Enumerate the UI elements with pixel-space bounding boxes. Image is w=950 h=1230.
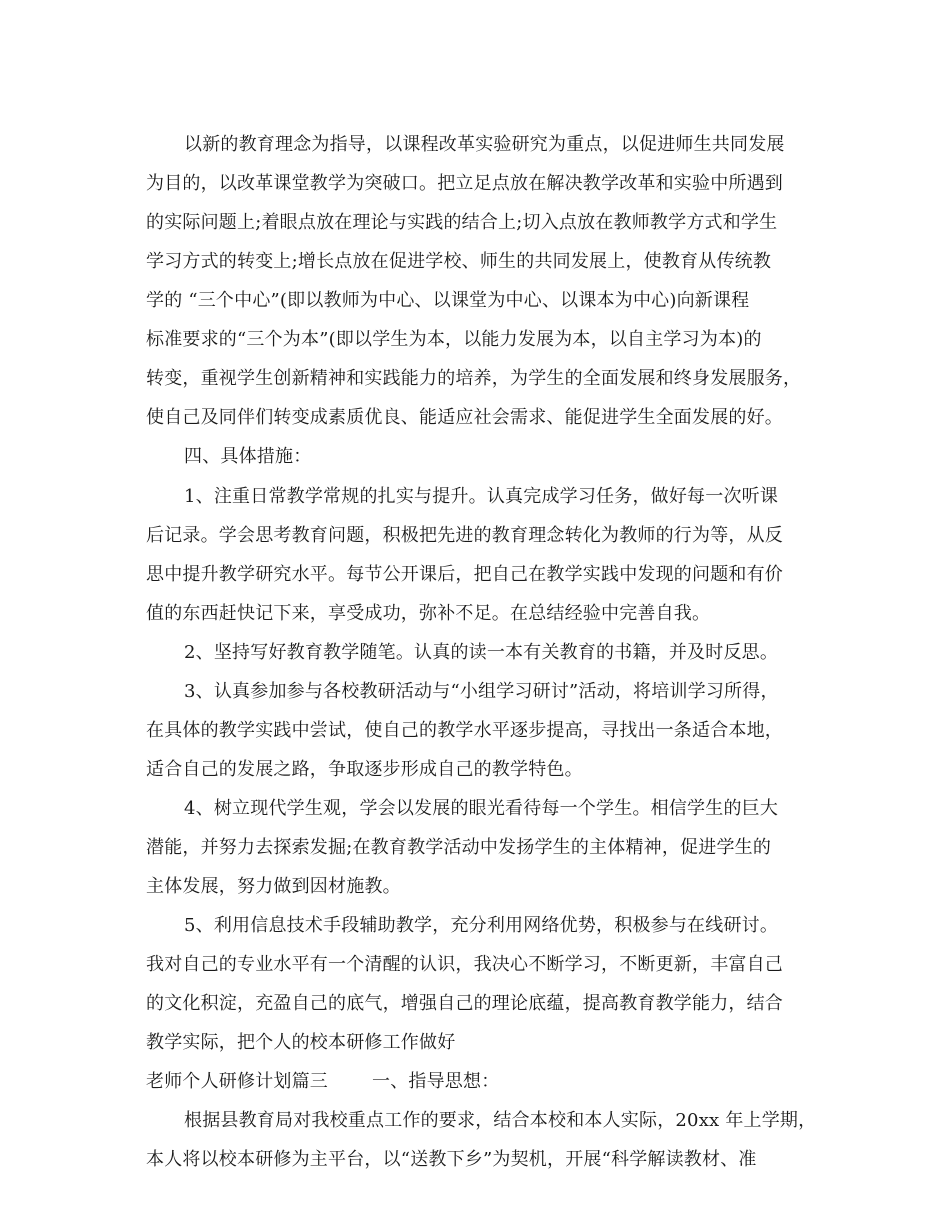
section-subtitle: 一、指导思想： xyxy=(372,1071,500,1092)
paragraph-line: 的实际问题上;着眼点放在理论与实践的结合上;切入点放在教师教学方式和学生 xyxy=(146,212,778,233)
paragraph-line: 学习方式的转变上;增长点放在促进学校、师生的共同发展上，使教育从传统教 xyxy=(146,251,772,272)
paragraph-line: 本人将以校本研修为主平台，以“送教下乡”为契机，开展“科学解读教材、准 xyxy=(146,1149,757,1170)
paragraph-line: 4、树立现代学生观，学会以发展的眼光看待每一个学生。相信学生的巨大 xyxy=(184,798,779,819)
paragraph-line: 学的 “三个中心”(即以教师为中心、以课堂为中心、以课本为中心)向新课程 xyxy=(146,290,750,311)
paragraph-line: 值的东西赶快记下来，享受成功，弥补不足。在总结经验中完善自我。 xyxy=(146,603,711,624)
paragraph-line: 的文化积淀，充盈自己的底气，增强自己的理论底蕴，提高教育教学能力，结合 xyxy=(146,993,783,1014)
paragraph-line: 后记录。学会思考教育问题，积极把先进的教育理念转化为教师的行为等，从反 xyxy=(146,525,783,546)
paragraph-line: 使自己及同伴们转变成素质优良、能适应社会需求、能促进学生全面发展的好。 xyxy=(146,407,783,428)
paragraph-line: 思中提升教学研究水平。每节公开课后，把自己在教学实践中发现的问题和有价 xyxy=(146,564,783,585)
paragraph-line: 我对自己的专业水平有一个清醒的认识，我决心不断学习，不断更新，丰富自己 xyxy=(146,954,783,975)
section-title: 老师个人研修计划篇三 xyxy=(146,1071,328,1092)
paragraph-line: 5、利用信息技术手段辅助教学，充分利用网络优势，积极参与在线研讨。 xyxy=(184,915,779,936)
paragraph-line: 适合自己的发展之路，争取逐步形成自己的教学特色。 xyxy=(146,759,583,780)
paragraph-line: 3、认真参加参与各校教研活动与“小组学习研讨”活动，将培训学习所得， xyxy=(184,681,779,702)
paragraph-line: 在具体的教学实践中尝试，使自己的教学水平逐步提高，寻找出一条适合本地， xyxy=(146,720,783,741)
paragraph-line: 以新的教育理念为指导，以课程改革实验研究为重点，以促进师生共同发展 xyxy=(184,134,785,155)
paragraph-line: 为目的，以改革课堂教学为突破口。把立足点放在解决教学改革和实验中所遇到 xyxy=(146,173,783,194)
paragraph-line: 2、坚持写好教育教学随笔。认真的读一本有关教育的书籍，并及时反思。 xyxy=(184,642,779,663)
paragraph-line: 教学实际，把个人的校本研修工作做好 xyxy=(146,1032,456,1053)
measures-heading: 四、具体措施： xyxy=(184,446,312,467)
paragraph-line: 根据县教育局对我校重点工作的要求，结合本校和本人实际，20xx 年上学期， xyxy=(184,1110,817,1131)
paragraph-line: 潜能，并努力去探索发掘;在教育教学活动中发扬学生的主体精神，促进学生的 xyxy=(146,837,772,858)
paragraph-line: 主体发展，努力做到因材施教。 xyxy=(146,876,401,897)
paragraph-line: 标准要求的“三个为本”(即以学生为本，以能力发展为本，以自主学习为本)的 xyxy=(146,329,762,350)
paragraph-line: 1、注重日常教学常规的扎实与提升。认真完成学习任务，做好每一次听课 xyxy=(184,486,779,507)
section-heading xyxy=(146,1070,499,1094)
paragraph-line: 转变，重视学生创新精神和实践能力的培养，为学生的全面发展和终身发展服务， xyxy=(146,368,802,389)
